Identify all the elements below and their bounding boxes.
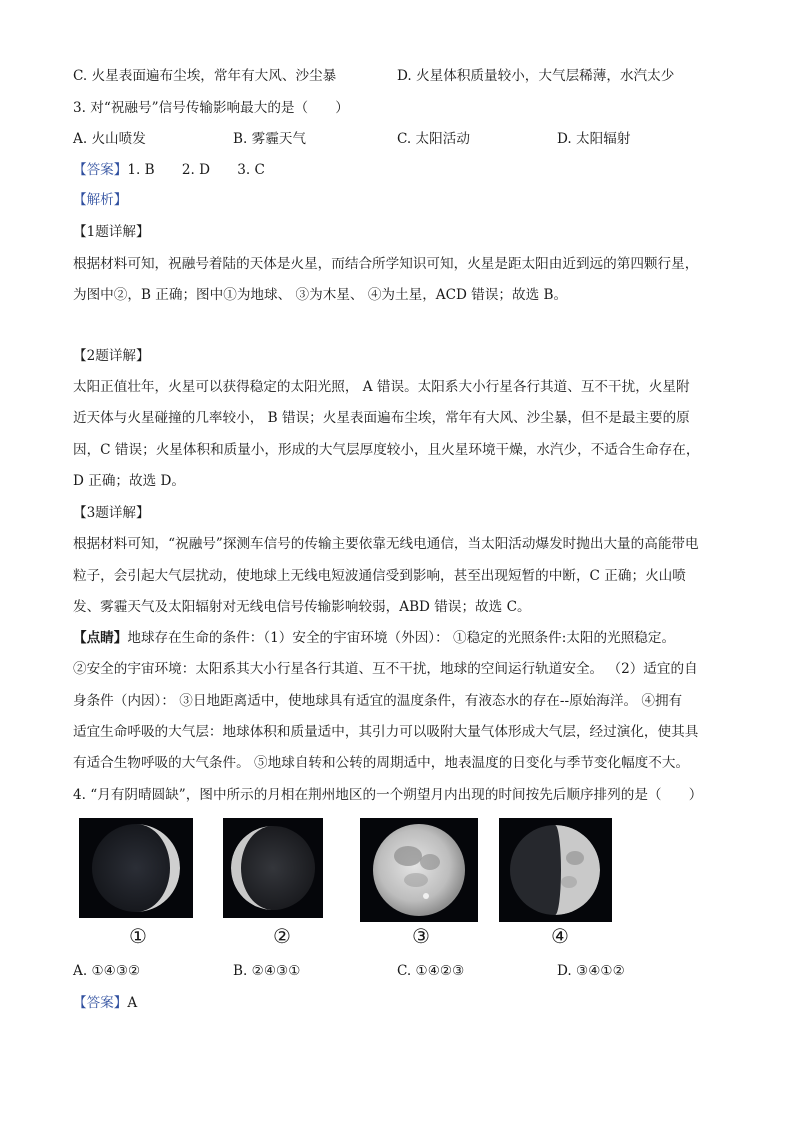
q4-option-b: B. ②④③①	[233, 963, 301, 979]
q2-option-c: C. 火星表面遍布尘埃，常年有大风、沙尘暴	[73, 68, 337, 84]
moon-waning-crescent-image	[223, 818, 323, 918]
q4-stem: 4. “月有阴晴圆缺”，图中所示的月相在荆州地区的一个朔望月内出现的时间按先后顺序排列的是（ ）	[73, 787, 703, 803]
moon-label-3: ③	[412, 924, 430, 948]
q3-detail-line: 粒子，会引起大气层扰动，使地球上无线电短波通信受到影响，甚至出现短暂的中断，C 正确；火山喷	[73, 568, 686, 584]
q4-option-d: D. ③④①②	[557, 963, 625, 979]
q3-option-d: D. 太阳辐射	[557, 131, 631, 147]
q4-answer-line	[73, 993, 137, 1013]
q3-detail-line: 根据材料可知，“祝融号”探测车信号的传输主要依靠无线电通信，当太阳活动爆发时抛出大量的高能带电	[73, 536, 699, 552]
q2-detail-tag: 【2题详解】	[73, 348, 150, 364]
moon-waxing-crescent-image	[79, 818, 193, 918]
moon-label-2: ②	[273, 924, 291, 948]
answer-text: 1. B 2. D 3. C	[127, 162, 265, 178]
key-point-text: 地球存在生命的条件：（1）安全的宇宙环境（外因）： ①稳定的光照条件:太阳的光照稳定。	[127, 630, 676, 646]
q4-option-c: C. ①④②③	[397, 963, 465, 979]
q3-option-b: B. 雾霾天气	[233, 131, 307, 147]
key-point-line: ②安全的宇宙环境：太阳系其大小行星各行其道、互不干扰，地球的空间运行轨道安全。 （2）适宜的自	[73, 661, 698, 677]
q3-detail-tag: 【3题详解】	[73, 505, 150, 521]
q4-answer-text: A	[127, 995, 138, 1011]
q3-stem: 3. 对“祝融号”信号传输影响最大的是（ ）	[73, 100, 349, 116]
q2-option-d: D. 火星体积质量较小，大气层稀薄，水汽太少	[397, 68, 675, 84]
q3-option-a: A. 火山喷发	[73, 131, 146, 147]
q3-detail-line: 发、雾霾天气及太阳辐射对无线电信号传输影响较弱，ABD 错误；故选 C。	[73, 599, 531, 615]
key-point-line: 有适合生物呼吸的大气条件。 ⑤地球自转和公转的周期适中，地表温度的日变化与季节变化幅度不大。	[73, 755, 690, 771]
key-point-line: 适宜生命呼吸的大气层：地球体积和质量适中，其引力可以吸附大量气体形成大气层，经过演化，使其具	[73, 724, 699, 740]
moon-full-image	[360, 818, 478, 922]
q3-option-c: C. 太阳活动	[397, 131, 470, 147]
q2-detail-line: 因，C 错误；火星体积和质量小，形成的大气层厚度较小，且火星环境干燥，水汽少，不适合生命存在，	[73, 442, 700, 458]
key-point-line: 身条件（内因）： ③日地距离适中，使地球具有适宜的温度条件，有液态水的存在--原始海洋。 ④拥有	[73, 693, 683, 709]
q4-option-a: A. ①④③②	[73, 963, 141, 979]
q2-detail-line: 太阳正值壮年，火星可以获得稳定的太阳光照， A 错误。太阳系大小行星各行其道、互不干扰，火星附	[73, 379, 690, 395]
answer-line	[73, 160, 265, 180]
answer-tag: 【答案】	[73, 162, 128, 178]
moon-last-quarter-image	[499, 818, 612, 922]
key-point-line	[73, 628, 675, 648]
key-point-tag: 【点睛】	[73, 630, 128, 646]
moon-label-4: ④	[551, 924, 569, 948]
q1-detail-line: 根据材料可知，祝融号着陆的天体是火星，而结合所学知识可知，火星是距太阳由近到远的第四颗行星，	[73, 256, 699, 272]
q4-answer-tag: 【答案】	[73, 995, 128, 1011]
analysis-tag: 【解析】	[73, 192, 128, 208]
moon-label-1: ①	[129, 924, 147, 948]
q2-detail-line: 近天体与火星碰撞的几率较小， B 错误；火星表面遍布尘埃，常年有大风、沙尘暴，但不是最主要的原	[73, 410, 690, 426]
q1-detail-tag: 【1题详解】	[73, 224, 150, 240]
q1-detail-line: 为图中②，B 正确；图中①为地球、 ③为木星、 ④为土星，ACD 错误；故选 B。	[73, 287, 568, 303]
q2-detail-line: D 正确；故选 D。	[73, 473, 186, 489]
